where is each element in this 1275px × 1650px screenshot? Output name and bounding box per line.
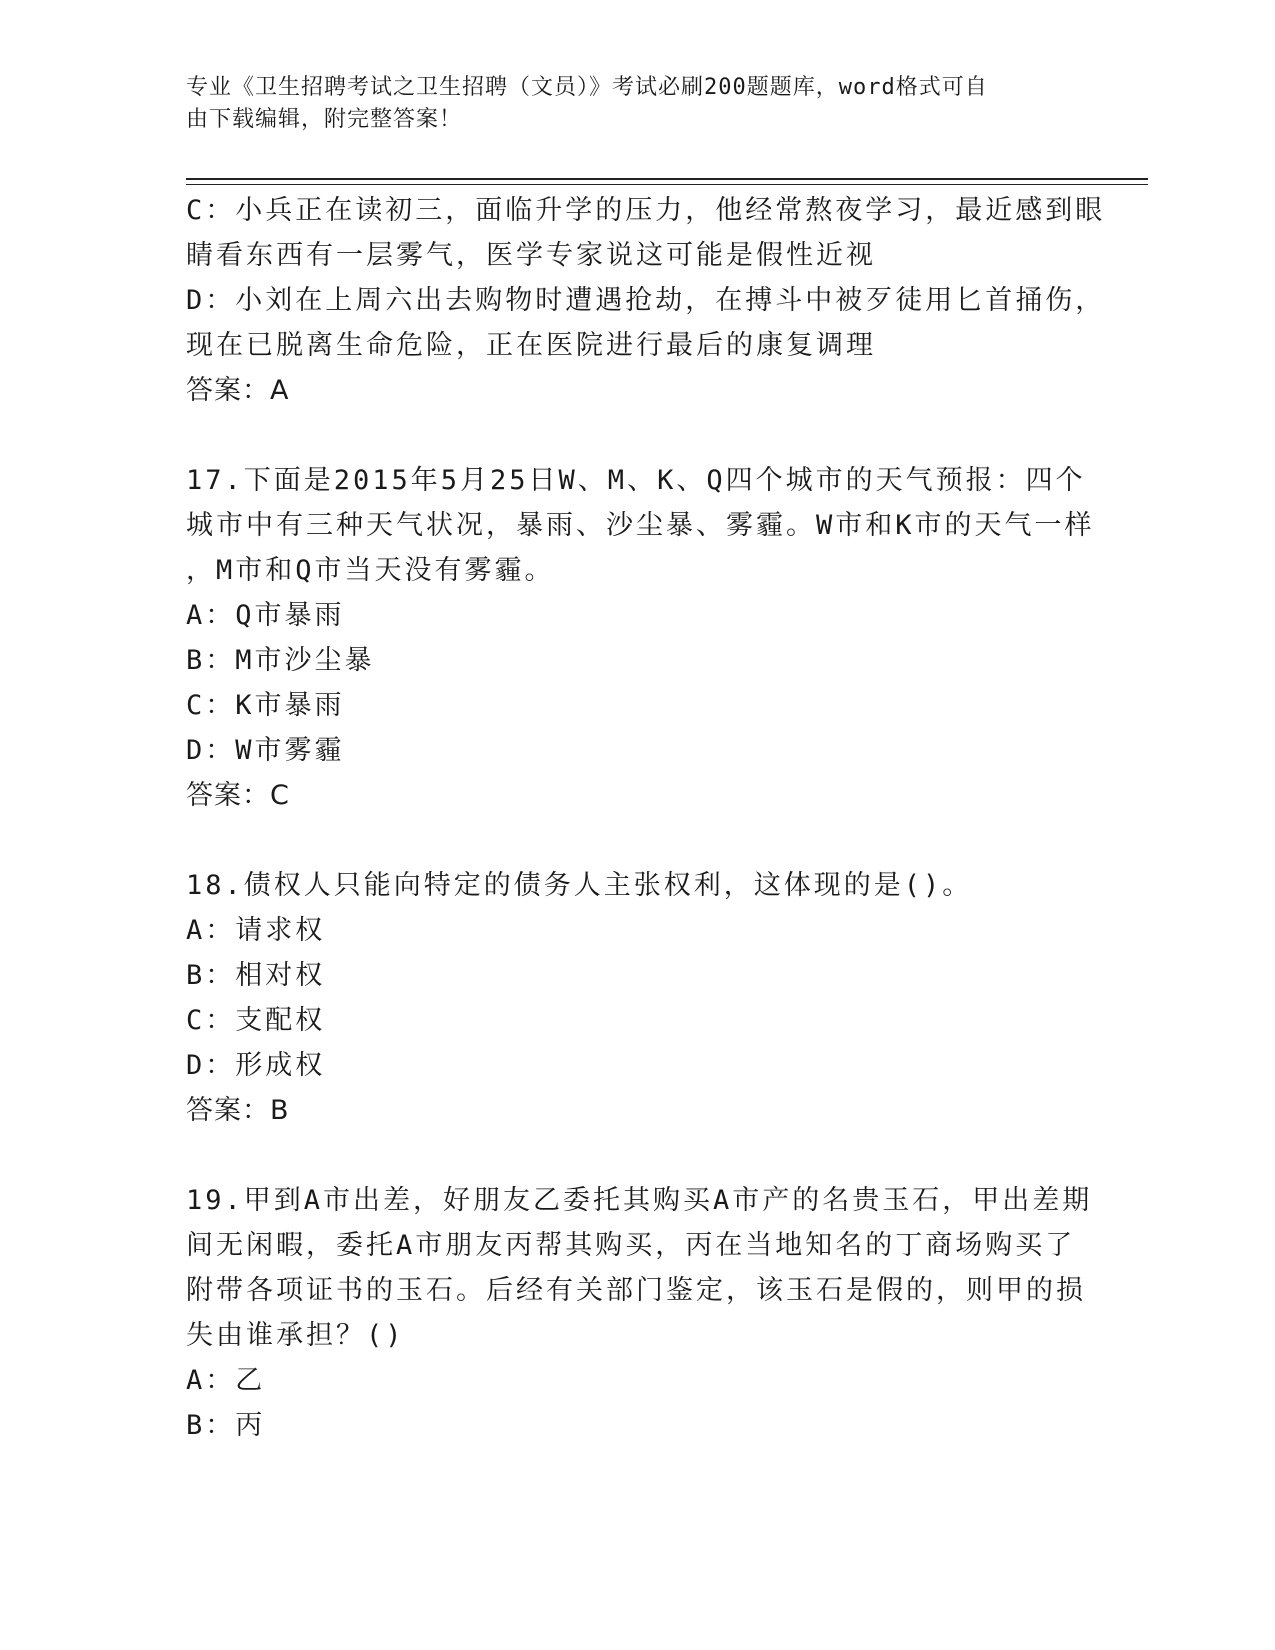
option-b: B：丙 xyxy=(186,1410,266,1441)
question-stem-line-4: 失由谁承担？() xyxy=(186,1320,405,1351)
question-list xyxy=(186,188,1106,1448)
question-stem-line-1: 17.下面是2015年5月25日W、M、K、Q四个城市的天气预报：四个 xyxy=(186,465,1086,496)
spacer xyxy=(186,818,1086,863)
question-16-tail xyxy=(186,188,1106,413)
option-d-line-1: D：小刘在上周六出去购物时遭遇抢劫，在搏斗中被歹徒用匕首捅伤， xyxy=(186,285,1106,316)
option-a: A：请求权 xyxy=(186,915,326,946)
option-c-line-1: C：小兵正在读初三，面临升学的压力，他经常熬夜学习，最近感到眼 xyxy=(186,195,1106,226)
answer-18: 答案：B xyxy=(186,1095,290,1126)
header-title-line-2: 由下载编辑，附完整答案！ xyxy=(186,107,463,132)
option-c: C：支配权 xyxy=(186,1005,326,1036)
option-b: B：相对权 xyxy=(186,960,326,991)
option-c: C：K市暴雨 xyxy=(186,690,345,721)
question-stem-line-2: 间无闲暇，委托A市朋友丙帮其购买，丙在当地知名的丁商场购买了 xyxy=(186,1230,1076,1261)
option-d: D：W市雾霾 xyxy=(186,735,345,766)
question-17 xyxy=(186,458,1095,818)
question-stem-line-1: 19.甲到A市出差，好朋友乙委托其购买A市产的名贵玉石，甲出差期 xyxy=(186,1185,1093,1216)
spacer xyxy=(186,1133,1086,1178)
answer-16: 答案：A xyxy=(186,375,290,406)
question-stem-line-3: 附带各项证书的玉石。后经有关部门鉴定，该玉石是假的，则甲的损 xyxy=(186,1275,1086,1306)
question-18 xyxy=(186,863,1086,1133)
answer-17: 答案：C xyxy=(186,780,290,811)
option-b: B：M市沙尘暴 xyxy=(186,645,375,676)
header-divider-thin xyxy=(186,184,1148,185)
option-a: A：Q市暴雨 xyxy=(186,600,345,631)
question-19 xyxy=(186,1178,1093,1448)
spacer xyxy=(186,413,1086,458)
option-d: D：形成权 xyxy=(186,1050,326,1081)
page-header xyxy=(186,72,1066,136)
option-c-line-2: 睛看东西有一层雾气，医学专家说这可能是假性近视 xyxy=(186,240,876,271)
question-stem-line-1: 18.债权人只能向特定的债务人主张权利，这体现的是()。 xyxy=(186,870,973,901)
question-stem-line-3: ，M市和Q市当天没有雾霾。 xyxy=(186,555,555,586)
option-a: A：乙 xyxy=(186,1365,266,1396)
question-stem-line-2: 城市中有三种天气状况，暴雨、沙尘暴、雾霾。W市和K市的天气一样 xyxy=(186,510,1095,541)
header-divider-thick xyxy=(186,178,1148,180)
option-d-line-2: 现在已脱离生命危险，正在医院进行最后的康复调理 xyxy=(186,330,876,361)
header-title-line-1: 专业《卫生招聘考试之卫生招聘（文员）》考试必刷200题题库，word格式可自 xyxy=(186,75,988,100)
